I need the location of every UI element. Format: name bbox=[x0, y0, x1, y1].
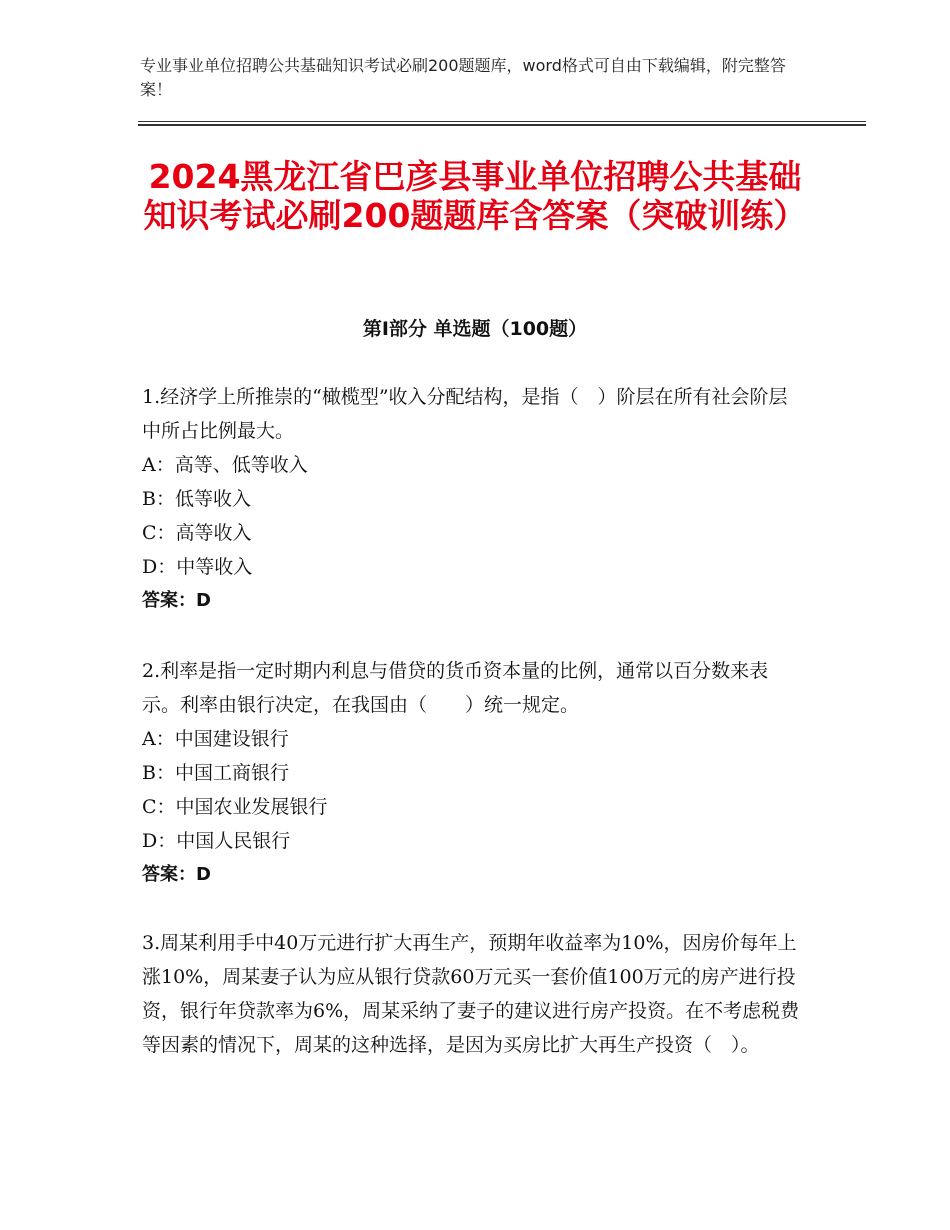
header-divider-thick bbox=[138, 124, 866, 126]
option-d: D：中国人民银行 bbox=[142, 830, 291, 852]
answer: 答案：D bbox=[142, 864, 211, 885]
question-stem: 1.经济学上所推崇的“橄榄型”收入分配结构，是指（ ）阶层在所有社会阶层中所占比例最大。 bbox=[142, 386, 788, 442]
document-title: 2024黑龙江省巴彦县事业单位招聘公共基础知识考试必刷200题题库含答案（突破训练） bbox=[143, 157, 807, 235]
header-note: 专业事业单位招聘公共基础知识考试必刷200题题库，word格式可自由下载编辑，附完整答案！ bbox=[140, 56, 786, 99]
option-a: A：高等、低等收入 bbox=[142, 454, 308, 476]
question-3 bbox=[142, 926, 800, 1062]
question-stem: 2.利率是指一定时期内利息与借贷的货币资本量的比例，通常以百分数来表示。利率由银行决定，在我国由（ ）统一规定。 bbox=[142, 660, 769, 716]
question-2 bbox=[142, 654, 800, 892]
option-b: B：中国工商银行 bbox=[142, 762, 289, 784]
question-stem: 3.周某利用手中40万元进行扩大再生产，预期年收益率为10%，因房价每年上涨10%，周某妻子认为应从银行贷款60万元买一套价值100万元的房产进行投资，银行年贷款率为6%，周某采纳了妻子的建议进行房产投资。在不考虑税费等因素的情况下，周某的这种选择，是因为买房比扩大再生产投资（ ）。 bbox=[142, 932, 800, 1056]
option-b: B：低等收入 bbox=[142, 488, 251, 510]
header-divider-thin bbox=[138, 121, 866, 122]
option-c: C：高等收入 bbox=[142, 522, 252, 544]
answer: 答案：D bbox=[142, 590, 211, 611]
option-c: C：中国农业发展银行 bbox=[142, 796, 328, 818]
question-1 bbox=[142, 380, 800, 618]
section-heading: 第Ⅰ部分 单选题（100题） bbox=[362, 318, 588, 340]
option-d: D：中等收入 bbox=[142, 556, 253, 578]
option-a: A：中国建设银行 bbox=[142, 728, 289, 750]
